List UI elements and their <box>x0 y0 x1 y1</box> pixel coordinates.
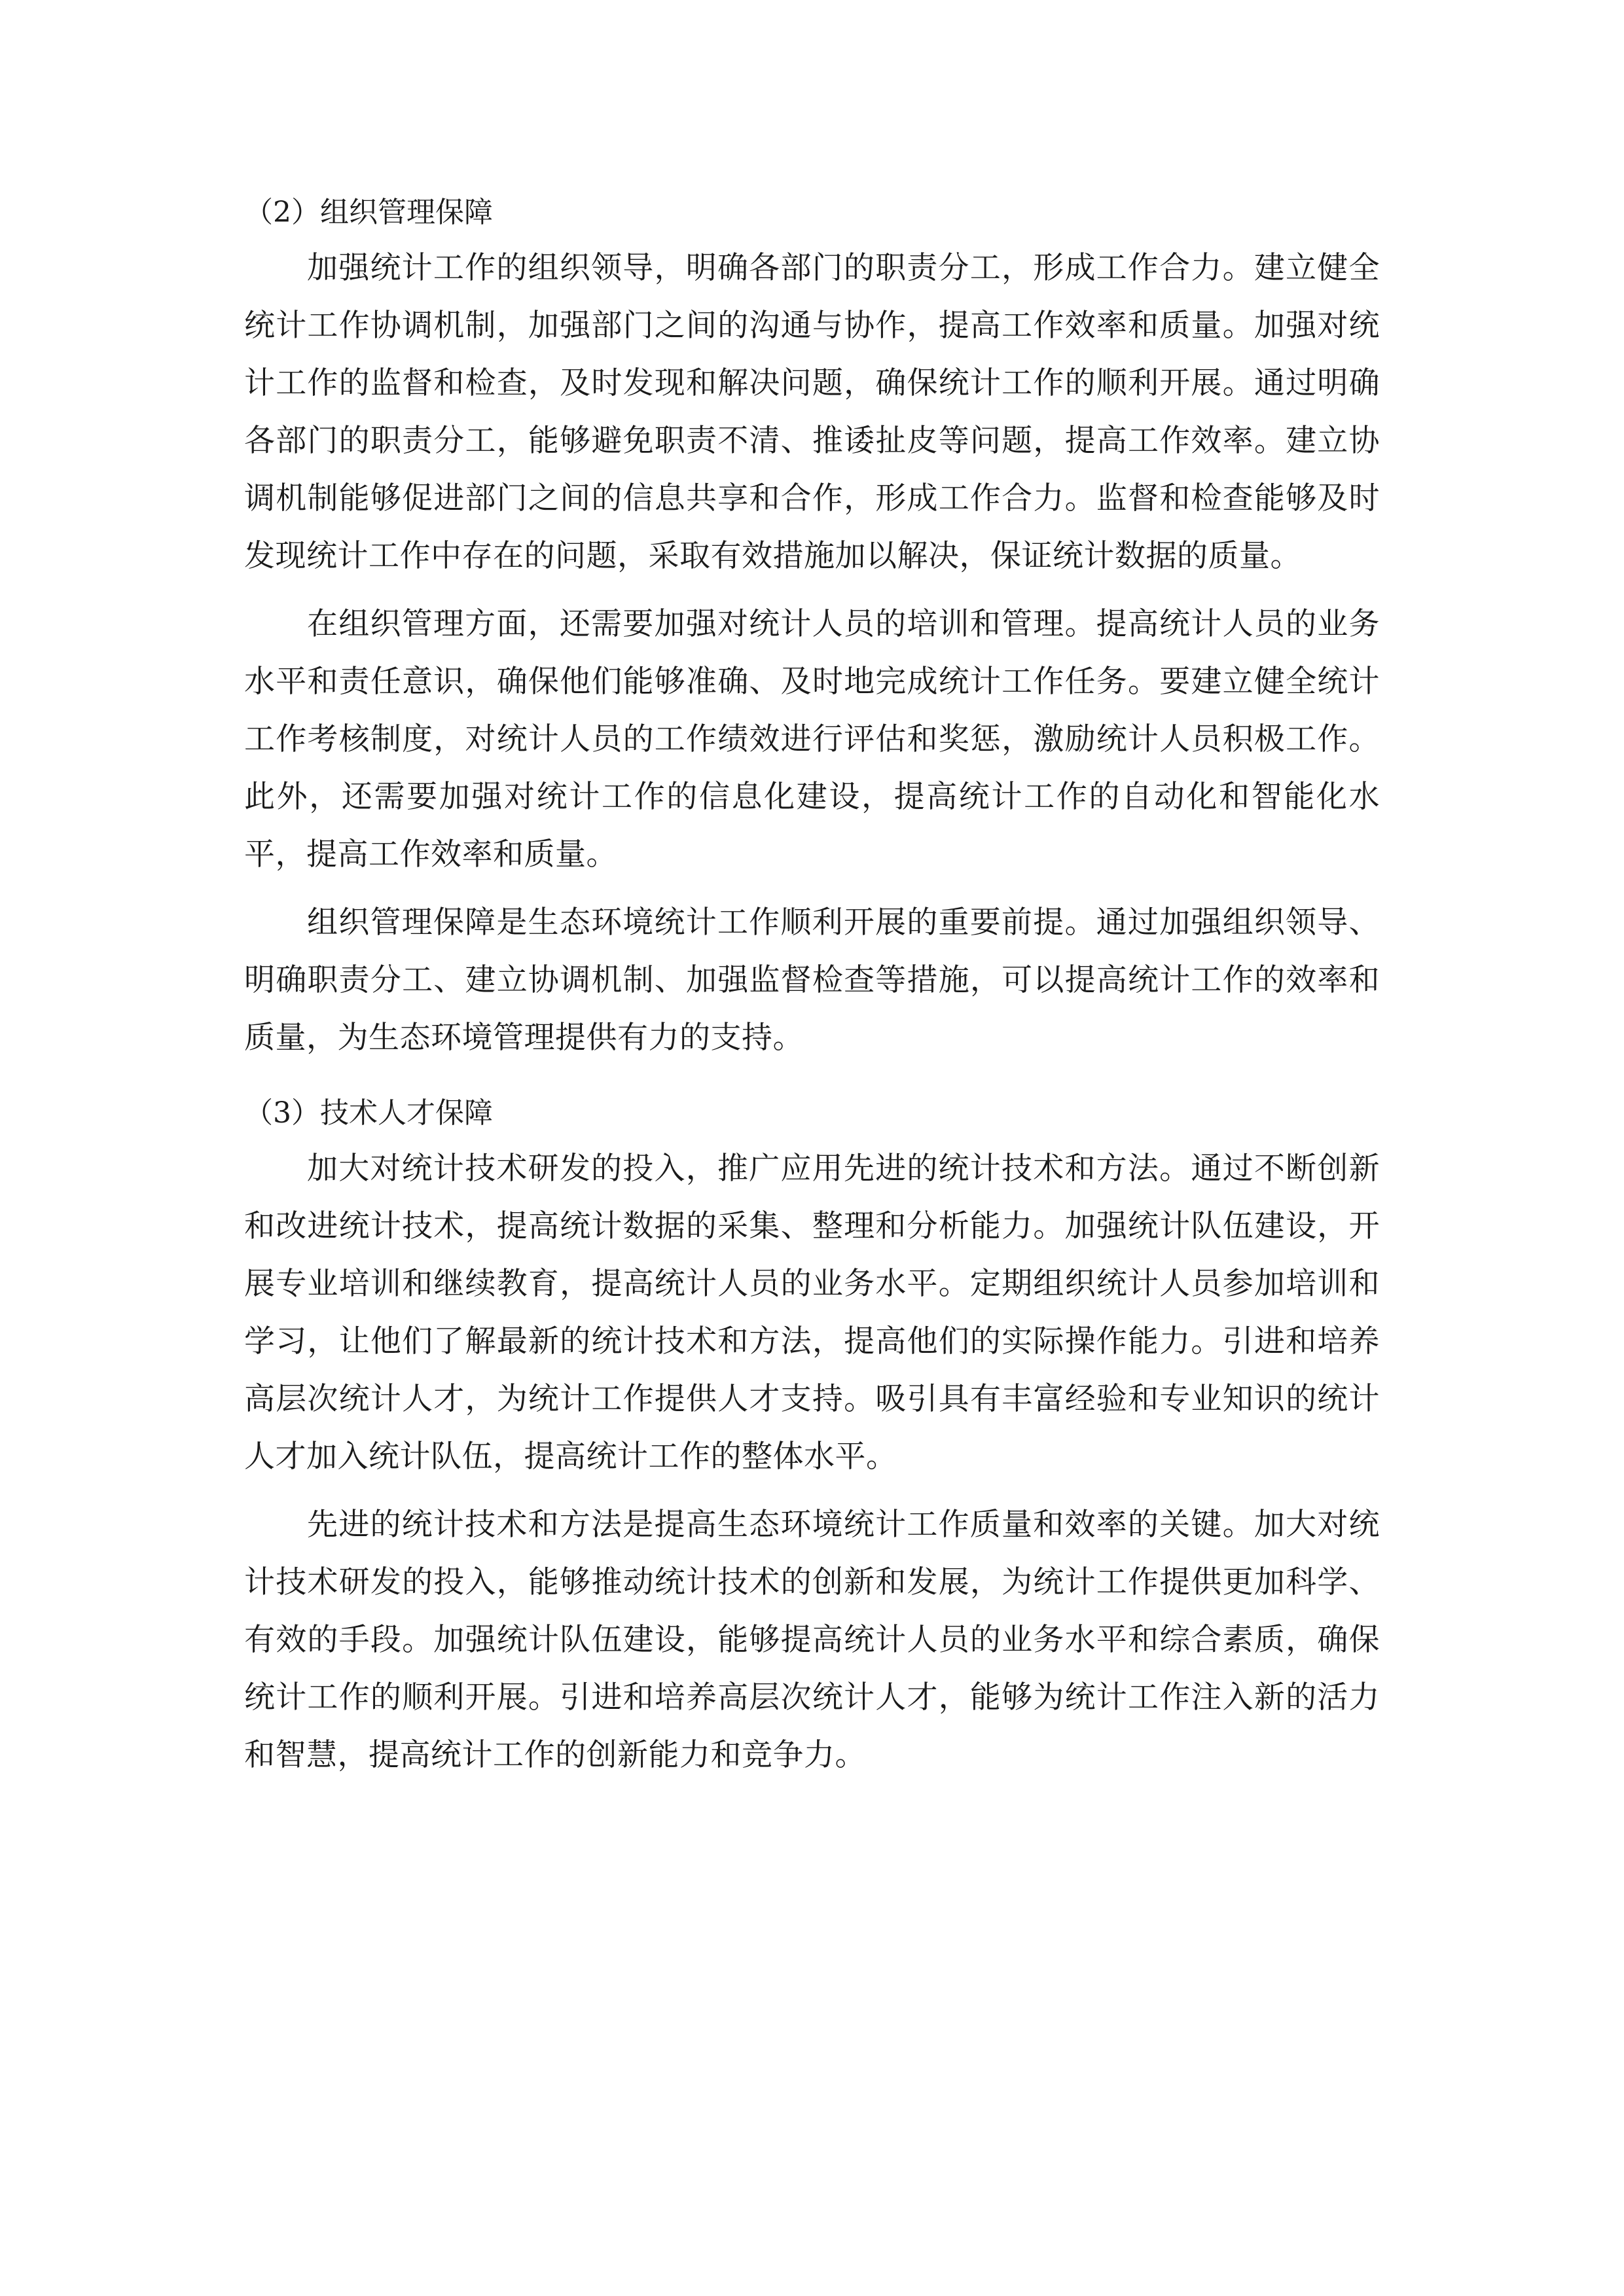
paragraph: 加大对统计技术研发的投入，推广应用先进的统计技术和方法。通过不断创新和改进统计技术，提高统计数据的采集、整理和分析能力。加强统计队伍建设，开展专业培训和继续教育，提高统计人员的业务水平。定期组织统计人员参加培训和学习，让他们了解最新的统计技术和方法，提高他们的实际操作能力。引进和培养高层次统计人才，为统计工作提供人才支持。吸引具有丰富经验和专业知识的统计人才加入统计队伍，提高统计工作的整体水平。 <box>244 1151 1380 1475</box>
paragraph: 先进的统计技术和方法是提高生态环境统计工作质量和效率的关键。加大对统计技术研发的投入，能够推动统计技术的创新和发展，为统计工作提供更加科学、有效的手段。加强统计队伍建设，能够提高统计人员的业务水平和综合素质，确保统计工作的顺利开展。引进和培养高层次统计人才，能够为统计工作注入新的活力和智慧，提高统计工作的创新能力和竞争力。 <box>244 1507 1380 1773</box>
paragraph: 组织管理保障是生态环境统计工作顺利开展的重要前提。通过加强组织领导、明确职责分工、建立协调机制、加强监督检查等措施，可以提高统计工作的效率和质量，为生态环境管理提供有力的支持。 <box>244 905 1380 1056</box>
spacer <box>244 585 1380 596</box>
spacer <box>244 1486 1380 1496</box>
section-heading-technical-talent: （3）技术人才保障 <box>244 1096 493 1130</box>
spacer <box>244 1067 1380 1090</box>
paragraph: 在组织管理方面，还需要加强对统计人员的培训和管理。提高统计人员的业务水平和责任意识，确保他们能够准确、及时地完成统计工作任务。要建立健全统计工作考核制度，对统计人员的工作绩效进行评估和奖惩，激励统计人员积极工作。此外，还需要加强对统计工作的信息化建设，提高统计工作的自动化和智能化水平，提高工作效率和质量。 <box>244 606 1380 872</box>
document-page <box>244 190 1380 1784</box>
paragraph: 加强统计工作的组织领导，明确各部门的职责分工，形成工作合力。建立健全统计工作协调机制，加强部门之间的沟通与协作，提高工作效率和质量。加强对统计工作的监督和检查，及时发现和解决问题，确保统计工作的顺利开展。通过明确各部门的职责分工，能够避免职责不清、推诿扯皮等问题，提高工作效率。建立协调机制能够促进部门之间的信息共享和合作，形成工作合力。监督和检查能够及时发现统计工作中存在的问题，采取有效措施加以解决，保证统计数据的质量。 <box>244 250 1380 574</box>
section-heading-organization: （2）组织管理保障 <box>244 196 493 229</box>
spacer <box>244 884 1380 894</box>
